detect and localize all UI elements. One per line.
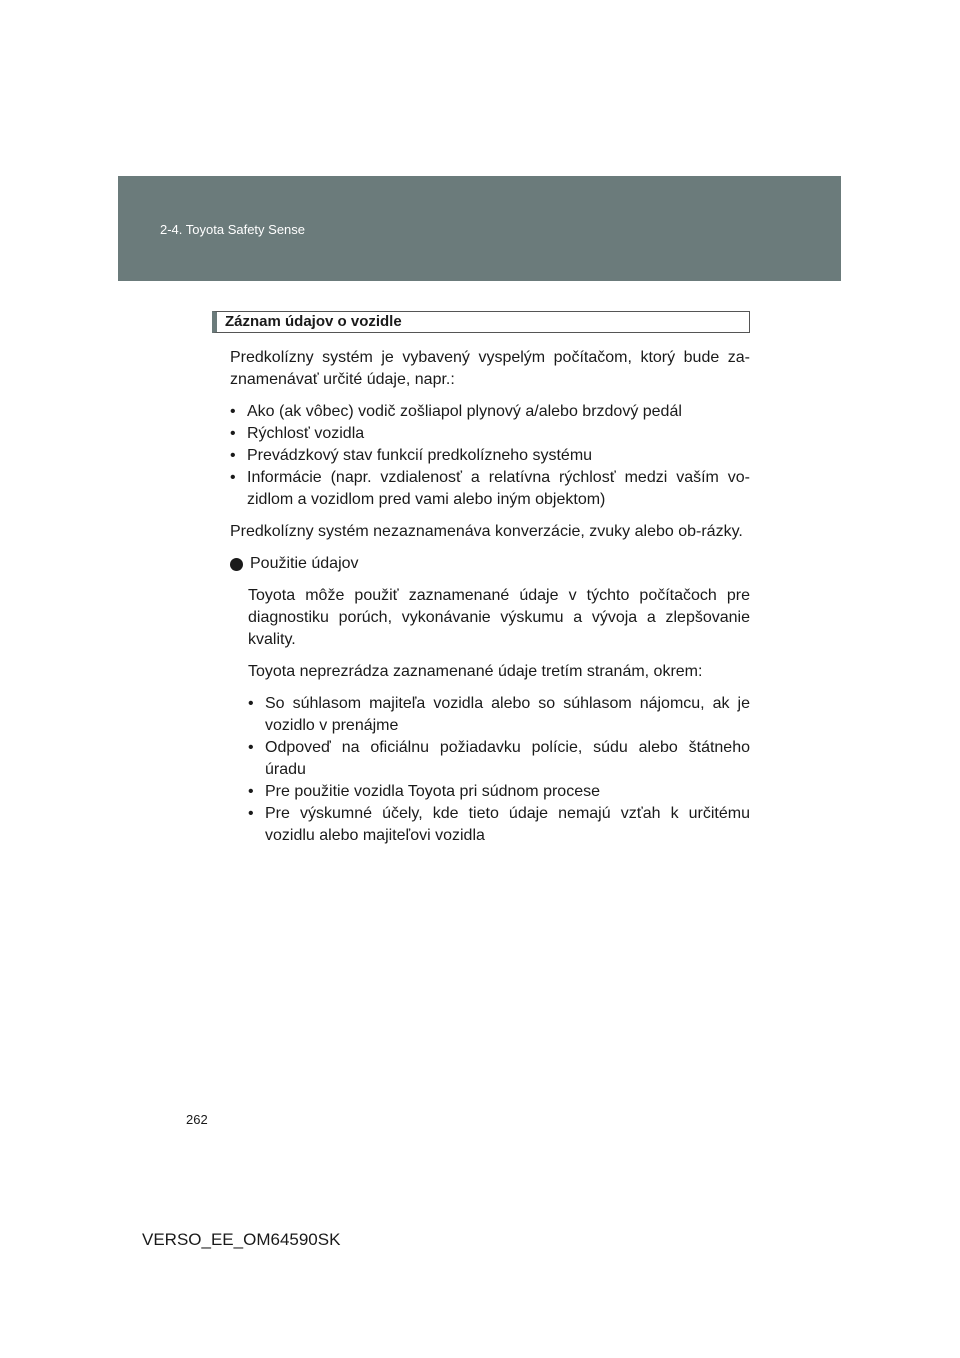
list-item: • Odpoveď na oficiálnu požiadavku polície, súdu alebo štátneho úradu [248, 739, 750, 778]
bullet-icon: • [248, 805, 254, 822]
bullet-icon: • [230, 447, 236, 464]
usage-paragraph-2: Toyota neprezrádza zaznamenané údaje tretím stranám, okrem: [248, 663, 703, 680]
usage-heading [230, 553, 750, 575]
recorded-items-list [230, 401, 750, 511]
list-item: • Informácie (napr. vzdialenosť a relatívna rýchlosť medzi vaším vo-zidlom a vozidlom pred vami alebo iným objektom) [230, 469, 750, 508]
list-item: • Prevádzkový stav funkcií predkolízneho systému [230, 445, 750, 467]
exceptions-list [248, 693, 750, 847]
closing-paragraph: Predkolízny systém nezaznamenáva konverzácie, zvuky alebo ob-rázky. [230, 523, 743, 540]
list-item: • So súhlasom majiteľa vozidla alebo so súhlasom nájomcu, ak je vozidlo v prenájme [248, 695, 750, 734]
bullet-icon: • [230, 469, 236, 486]
bullet-icon: • [230, 403, 236, 420]
bullet-icon: • [248, 739, 254, 756]
section-breadcrumb: 2-4. Toyota Safety Sense [160, 222, 306, 237]
list-item: • Ako (ak vôbec) vodič zošliapol plynový a/alebo brzdový pedál [230, 401, 750, 423]
list-item: • Pre použitie vozidla Toyota pri súdnom procese [248, 781, 750, 803]
page-number: 262 [186, 1112, 208, 1127]
bullet-icon: • [248, 783, 254, 800]
usage-heading-label: Použitie údajov [250, 555, 359, 572]
filled-circle-icon [230, 558, 243, 571]
bullet-icon: • [248, 695, 254, 712]
usage-body [212, 585, 750, 847]
usage-paragraph-1: Toyota môže použiť zaznamenané údaje v týchto počítačoch pre diagnostiku porúch, vykonávanie výskumu a vývoja a zlepšovanie kvality. [248, 587, 750, 648]
bullet-icon: • [230, 425, 236, 442]
list-item: • Pre výskumné účely, kde tieto údaje nemajú vzťah k určitému vozidlu alebo majiteľovi vozidla [248, 805, 750, 844]
section-title: Záznam údajov o vozidle [212, 311, 750, 333]
header-band [118, 176, 841, 281]
section-body [212, 347, 750, 575]
list-item: • Rýchlosť vozidla [230, 423, 750, 445]
intro-paragraph: Predkolízny systém je vybavený vyspelým počítačom, ktorý bude za-znamenávať určité údaje, napr.: [230, 349, 750, 388]
page-content [212, 311, 750, 847]
document-code: VERSO_EE_OM64590SK [142, 1230, 341, 1249]
